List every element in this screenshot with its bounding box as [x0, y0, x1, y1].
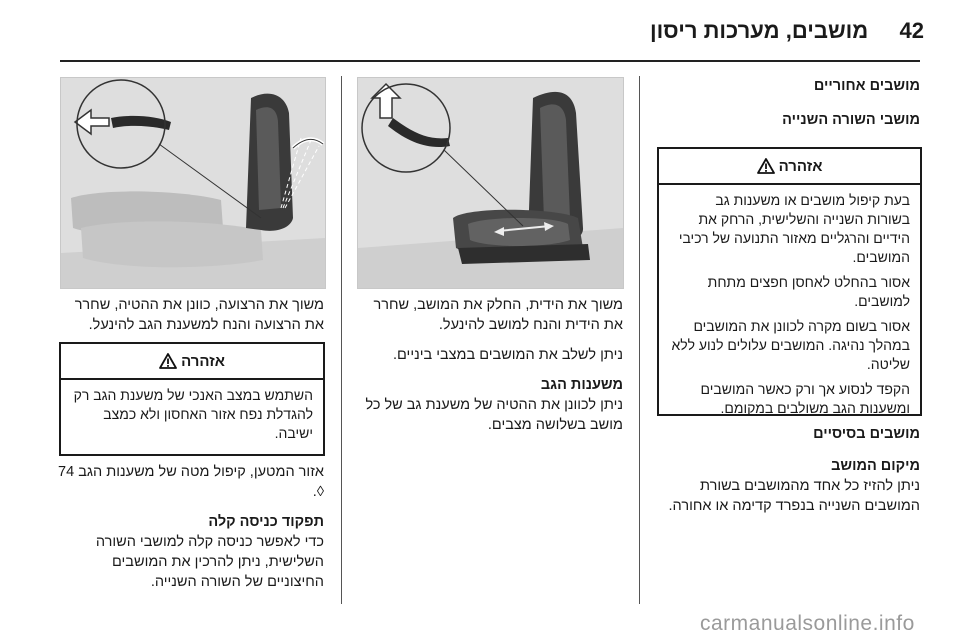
easy-entry-text: כדי לאפשר כניסה קלה למושבי השורה השלישית, ניתן להרכין את המושבים החיצוניים של השורה השנייה. [95, 534, 324, 590]
warning-paragraph: בעת קיפול מושבים או משענות גב בשורות השנייה והשלישית, הרחק את הידיים והרגליים מאזור התנועה של רכיבי המושבים. [678, 192, 910, 265]
page-reference: 74 ◊. [58, 464, 324, 500]
warning-body [61, 380, 323, 453]
subheading-second-row: מושבי השורה השנייה [782, 112, 920, 128]
warning-title: אזהרה [181, 352, 225, 370]
column-divider-left [341, 76, 342, 604]
section-heading-basic-seats: מושבים בסיסיים [813, 426, 920, 442]
subheading-backrests: משענות הגב [540, 377, 623, 393]
cargo-area-text: אזור המטען, קיפול מטה של משענות הגב [78, 464, 324, 480]
right-column [655, 76, 920, 130]
watermark: carmanualsonline.info [700, 612, 915, 635]
warning-header [61, 344, 323, 380]
warning-box-left [59, 342, 325, 456]
warning-paragraph: השתמש במצב האנכי של משענת הגב רק להגדלת נפח אזור האחסון ולא כמצב ישיבה. [73, 387, 313, 441]
warning-paragraph: אסור בשום מקרה לכוונן את המושבים במהלך נהיגה. המושבים עלולים לנוע ללא שליטה. [671, 318, 910, 372]
header-rule [60, 60, 920, 62]
figure-caption-seat-slide: משוך את הידית, החלק את המושב, שחרר את הידית והנח למושב להינעל. [373, 297, 623, 333]
figure-caption-backrest: משוך את הרצועה, כוונן את ההטיה, שחרר את הרצועה והנח למשענת הגב להינעל. [74, 297, 324, 333]
warning-box-right [657, 147, 922, 416]
warning-triangle-icon [159, 353, 177, 369]
left-column-caption [58, 295, 324, 335]
page-header [0, 0, 960, 60]
right-column-lower [655, 424, 920, 516]
subheading-easy-entry: תפקוד כניסה קלה [208, 514, 324, 530]
section-heading-rear-seats: מושבים אחוריים [813, 78, 920, 94]
figure-seat-slide [357, 77, 624, 289]
chapter-title: מושבים, מערכות ריסון [650, 18, 869, 43]
intermediate-positions-text: ניתן לשלב את המושבים במצבי ביניים. [392, 347, 623, 363]
page-number: 42 [899, 18, 924, 43]
warning-paragraph: אסור בהחלט לאחסן חפצים מתחת למושבים. [707, 274, 910, 309]
warning-header [659, 149, 920, 185]
backrest-text: ניתן לכוונן את ההטיה של משענת גב של כל מושב בשלושה מצבים. [365, 397, 623, 433]
warning-paragraph: הקפד לנסוע אך ורק כאשר המושבים ומשענות הגב משולבים במקומם. [700, 381, 910, 416]
seat-position-text: ניתן להזיז כל אחד מהמושבים בשורת המושבים השנייה בנפרד קדימה או אחורה. [668, 478, 920, 514]
figure-backrest-recline [60, 77, 326, 289]
column-divider-right [639, 76, 640, 604]
warning-title: אזהרה [778, 157, 823, 175]
warning-triangle-icon [757, 158, 775, 174]
subheading-seat-position: מיקום המושב [831, 458, 920, 474]
cargo-area-reference [58, 462, 324, 502]
middle-column-text [355, 295, 623, 435]
left-column-text [58, 462, 324, 592]
warning-body [659, 185, 920, 428]
